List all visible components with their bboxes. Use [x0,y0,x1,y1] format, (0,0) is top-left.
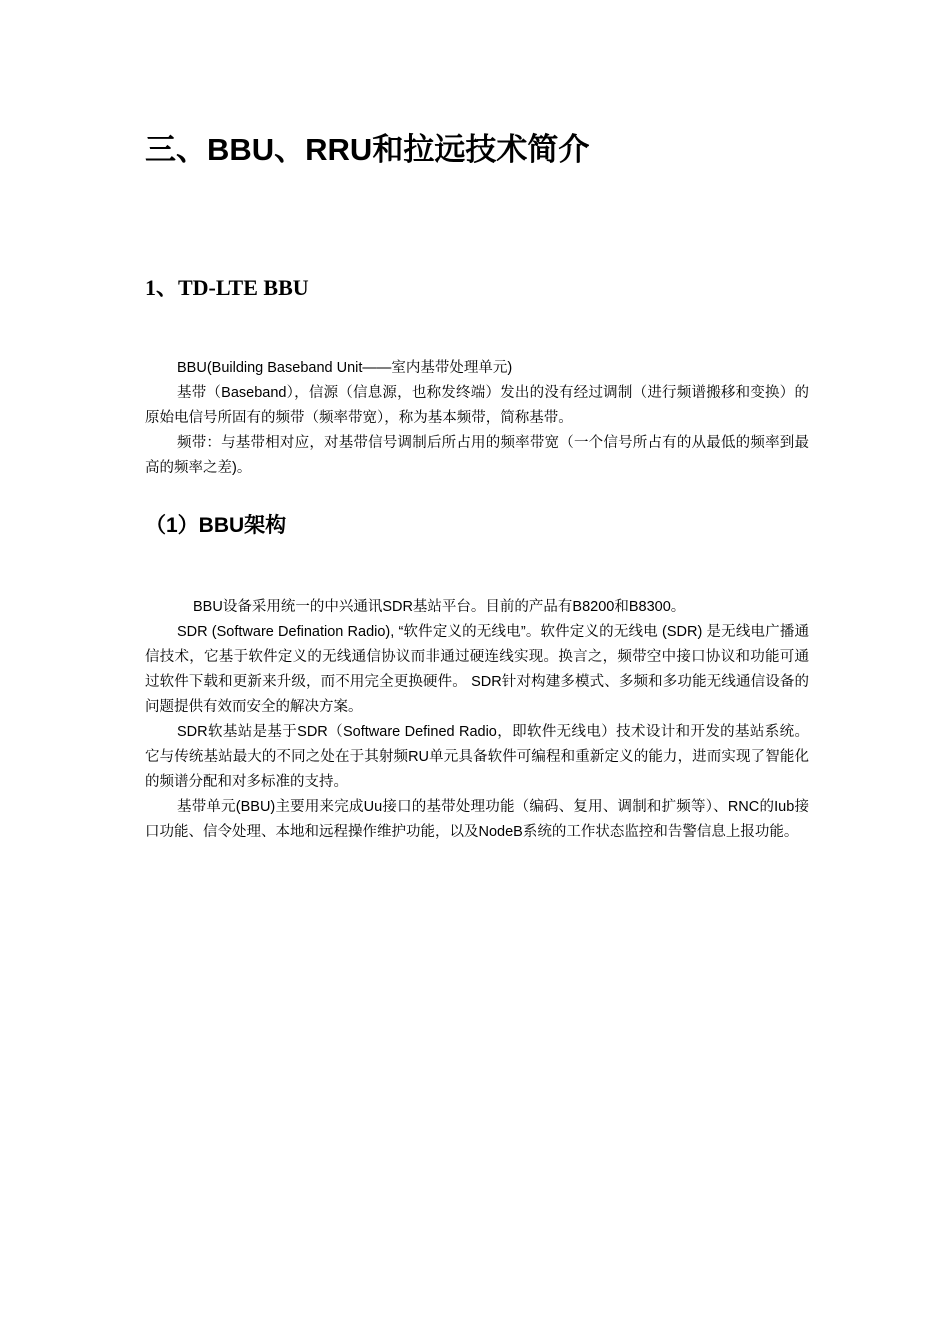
section-heading-td-lte-bbu: 1、TD-LTE BBU [145,275,309,300]
paragraph-bbu-platform: BBU设备采用统一的中兴通讯SDR基站平台。目前的产品有B8200和B8300。 [193,599,686,615]
section-heading-bbu-architecture: （1）BBU架构 [145,514,287,537]
paragraph-bbu-functions: 基带单元(BBU)主要用来完成Uu接口的基带处理功能（编码、复用、调制和扩频等）、RNC的Iub接口功能、信令处理、本地和远程操作维护功能，以及NodeB系统的工作状态监控和告警信息上报功能。 [145,799,809,840]
paragraph-sdr-base-station: SDR软基站是基于SDR（Software Defined Radio，即软件无线电）技术设计和开发的基站系统。它与传统基站最大的不同之处在于其射频RU单元具备软件可编程和重新定义的能力，进而实现了智能化的频谱分配和对多标准的支持。 [145,724,809,790]
section-body-td-lte-bbu [145,356,809,481]
section-body-bbu-architecture [145,595,809,845]
page-title: 三、BBU、RRU和拉远技术简介 [145,132,590,167]
paragraph-bbu-definition: BBU(Building Baseband Unit——室内基带处理单元) [177,360,513,376]
paragraph-baseband-definition: 基带（Baseband），信源（信息源，也称发终端）发出的没有经过调制（进行频谱搬移和变换）的原始电信号所固有的频带（频率带宽），称为基本频带，简称基带。 [145,385,809,426]
paragraph-sdr-definition: SDR (Software Defination Radio), “软件定义的无线电”。软件定义的无线电 (SDR) 是无线电广播通信技术，它基于软件定义的无线通信协议而非通过硬连线实现。换言之，频带空中接口协议和功能可通过软件下载和更新来升级，而不用完全更换硬件。 SDR针对构建多模式、多频和多功能无线通信设备的问题提供有效而安全的解决方案。 [145,624,809,715]
paragraph-frequency-band-definition: 频带：与基带相对应，对基带信号调制后所占用的频率带宽（一个信号所占有的从最低的频率到最高的频率之差)。 [145,435,809,476]
